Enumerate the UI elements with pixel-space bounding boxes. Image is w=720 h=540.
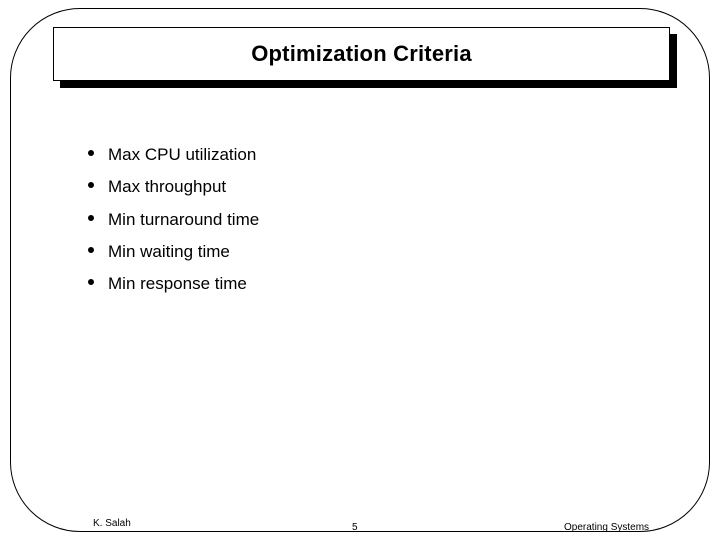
bullet-text: Max CPU utilization (108, 145, 257, 165)
bullet-dot-icon (88, 215, 94, 221)
bullet-item (88, 139, 259, 171)
footer-author: K. Salah (93, 518, 131, 529)
bullet-item (88, 236, 259, 268)
bullet-item (88, 268, 259, 300)
slide-title: Optimization Criteria (251, 41, 472, 66)
bullet-item (88, 171, 259, 203)
bullet-dot-icon (88, 279, 94, 285)
footer-page-number: 5 (352, 522, 358, 533)
bullet-list (88, 139, 259, 300)
bullet-text: Min waiting time (108, 242, 230, 262)
bullet-item (88, 204, 259, 236)
bullet-text: Max throughput (108, 177, 227, 197)
title-box (53, 27, 670, 81)
bullet-text: Min response time (108, 274, 247, 294)
bullet-dot-icon (88, 247, 94, 253)
bullet-text: Min turnaround time (108, 209, 260, 229)
bullet-dot-icon (88, 150, 94, 156)
footer-course: Operating Systems (564, 522, 650, 533)
bullet-dot-icon (88, 182, 94, 188)
